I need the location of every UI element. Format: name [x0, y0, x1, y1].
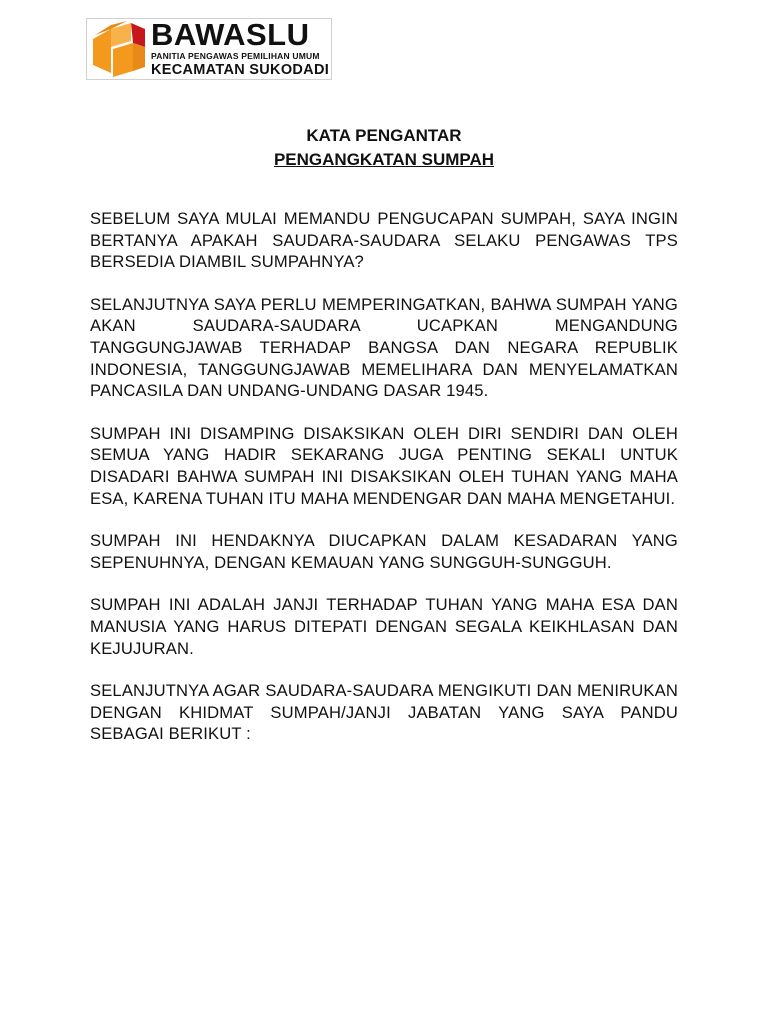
- paragraph-1: SEBELUM SAYA MULAI MEMANDU PENGUCAPAN SUMPAH, SAYA INGIN BERTANYA APAKAH SAUDARA-SAUDARA SELAKU PENGAWAS TPS BERSEDIA DIAMBIL SUMPAHNYA?: [90, 209, 678, 272]
- paragraph-3: SUMPAH INI DISAMPING DISAKSIKAN OLEH DIRI SENDIRI DAN OLEH SEMUA YANG HADIR SEKARANG JUGA PENTING SEKALI UNTUK DISADARI BAHWA SUMPAH INI DISAKSIKAN OLEH TUHAN YANG MAHA ESA, KARENA TUHAN ITU MAHA MENDENGAR DAN MAHA MENGETAHUI.: [90, 423, 678, 508]
- paragraph-5: SUMPAH INI ADALAH JANJI TERHADAP TUHAN YANG MAHA ESA DAN MANUSIA YANG HARUS DITEPATI DENGAN SEGALA KEIKHLASAN DAN KEJUJURAN.: [90, 595, 678, 658]
- letterhead-subtitle: PANITIA PENGAWAS PEMILIHAN UMUM: [151, 50, 320, 61]
- paragraph-4: SUMPAH INI HENDAKNYA DIUCAPKAN DALAM KESADARAN YANG SEPENUHNYA, DENGAN KEMAUAN YANG SUNGGUH-SUNGGUH.: [90, 531, 678, 572]
- document-title: KATA PENGANTAR: [306, 126, 462, 145]
- bawaslu-logo-icon: [87, 19, 149, 79]
- document-subtitle: PENGANGKATAN SUMPAH: [273, 150, 495, 169]
- document-heading: [0, 124, 768, 172]
- letterhead-title: BAWASLU: [151, 16, 310, 52]
- document-body: [90, 208, 678, 766]
- letterhead: [86, 18, 332, 80]
- paragraph-2: SELANJUTNYA SAYA PERLU MEMPERINGATKAN, BAHWA SUMPAH YANG AKAN SAUDARA-SAUDARA UCAPKAN MENGANDUNG TANGGUNGJAWAB TERHADAP BANGSA DAN NEGARA REPUBLIK INDONESIA, TANGGUNGJAWAB MEMELIHARA DAN MENYELAMATKAN PANCASILA DAN UNDANG-UNDANG DASAR 1945.: [90, 294, 678, 401]
- letterhead-office: KECAMATAN SUKODADI: [151, 62, 330, 78]
- paragraph-6: SELANJUTNYA AGAR SAUDARA-SAUDARA MENGIKUTI DAN MENIRUKAN DENGAN KHIDMAT SUMPAH/JANJI JABATAN YANG SAYA PANDU SEBAGAI BERIKUT :: [90, 681, 678, 744]
